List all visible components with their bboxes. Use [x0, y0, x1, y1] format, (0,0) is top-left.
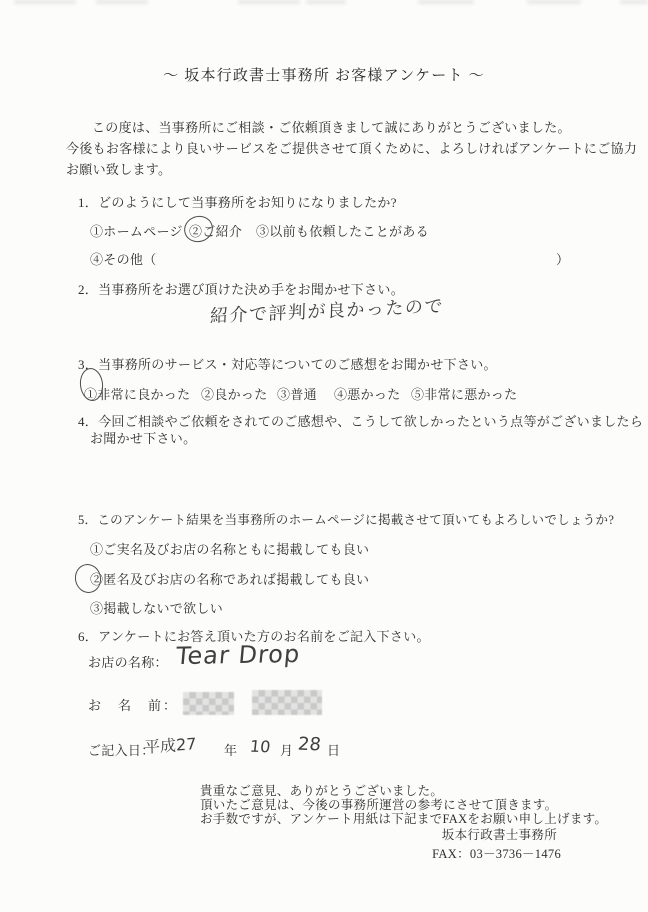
fax-number: FAX：03－3736－1476 [432, 847, 561, 861]
question-2-label: 2．当事務所をお選び頂けた決め手をお聞かせ下さい。 [78, 282, 405, 297]
scan-smudge [620, 0, 648, 4]
customer-name-label: お 名 前： [88, 698, 179, 713]
fill-date-label: ご記入日： [88, 743, 155, 758]
redacted-name-mosaic [252, 690, 322, 715]
intro-line: お願い致します。 [66, 162, 172, 177]
q5-option-3: ③掲載しないで欲しい [90, 601, 224, 616]
question-4-label-line2: お聞かせ下さい。 [90, 431, 197, 446]
question-6-label: 6．アンケートにお答え頂いた方のお名前をご記入下さい。 [78, 629, 430, 644]
q1-option-2: ②ご紹介 [189, 224, 243, 239]
handwritten-circle-q1-option2 [181, 212, 217, 246]
q5-option-2: ②匿名及びお店の名称であれば掲載しても良い [90, 572, 370, 587]
date-month-suffix: 月 [280, 743, 294, 758]
q3-option-3: ③普通 [277, 387, 317, 402]
date-month-handwritten: 10 [249, 736, 272, 757]
office-name: 坂本行政書士事務所 [441, 828, 557, 842]
q1-option-1: ①ホームページ [90, 224, 183, 239]
intro-line: この度は、当事務所にご相談・ご依頼頂きまして誠にありがとうございました。 [92, 120, 571, 135]
page-title: ～ 坂本行政書士事務所 お客様アンケート ～ [163, 68, 485, 84]
question-5-label: 5．このアンケート結果を当事務所のホームページに掲載させて頂いてもよろしいでしょうか? [78, 513, 615, 527]
q1-option-3: ③以前も依頼したことがある [256, 224, 429, 239]
intro-line: 今後もお客様により良いサービスをご提供させて頂くために、よろしければアンケートにご協力 [66, 141, 638, 156]
date-day-suffix: 日 [327, 743, 341, 758]
question-3-label: 3．当事務所のサービス・対応等についてのご感想をお聞かせ下さい。 [78, 357, 497, 372]
question-4-label-line1: 4．今回ご相談やご依頼をされてのご感想や、こうして欲しかったという点等がございましたら [78, 414, 644, 429]
redacted-name-mosaic [183, 692, 234, 715]
q1-option-4: ④その他（ [90, 252, 157, 267]
question-1-label: 1．どのようにして当事務所をお知りになりましたか? [78, 195, 397, 210]
scan-smudge [418, 0, 474, 4]
q2-handwritten-answer: 紹介で評判が良かったので [209, 295, 445, 328]
q5-option-1: ①ご実名及びお店の名称ともに掲載しても良い [90, 542, 370, 557]
scan-smudge [306, 0, 346, 4]
q3-option-2: ②良かった [201, 387, 268, 402]
q3-option-1: ①非常に良かった [84, 387, 191, 402]
footer-line: 頂いたご意見は、今後の事務所運営の参考にさせて頂きます。 [200, 798, 558, 812]
scan-smudge [14, 0, 76, 4]
footer-line: お手数ですが、アンケート用紙は下記までFAXをお願い申し上げます。 [200, 812, 608, 826]
shop-name-label: お店の名称： [88, 655, 168, 670]
date-era-handwritten: 平成27 [143, 734, 197, 757]
q3-option-4: ④悪かった [334, 387, 401, 402]
date-year-suffix: 年 [224, 743, 238, 758]
shop-name-handwritten-value: Tear Drop [174, 639, 302, 671]
footer-line: 貴重なご意見、ありがとうございました。 [200, 784, 444, 798]
date-day-handwritten: 28 [296, 733, 322, 756]
scan-smudge [238, 0, 300, 4]
q1-option-4-close-paren: ） [556, 252, 570, 267]
scan-smudge [527, 0, 581, 4]
q3-option-5: ⑤非常に悪かった [411, 387, 518, 402]
handwritten-circle-q5-option2 [72, 562, 103, 596]
scan-smudge [96, 0, 148, 4]
